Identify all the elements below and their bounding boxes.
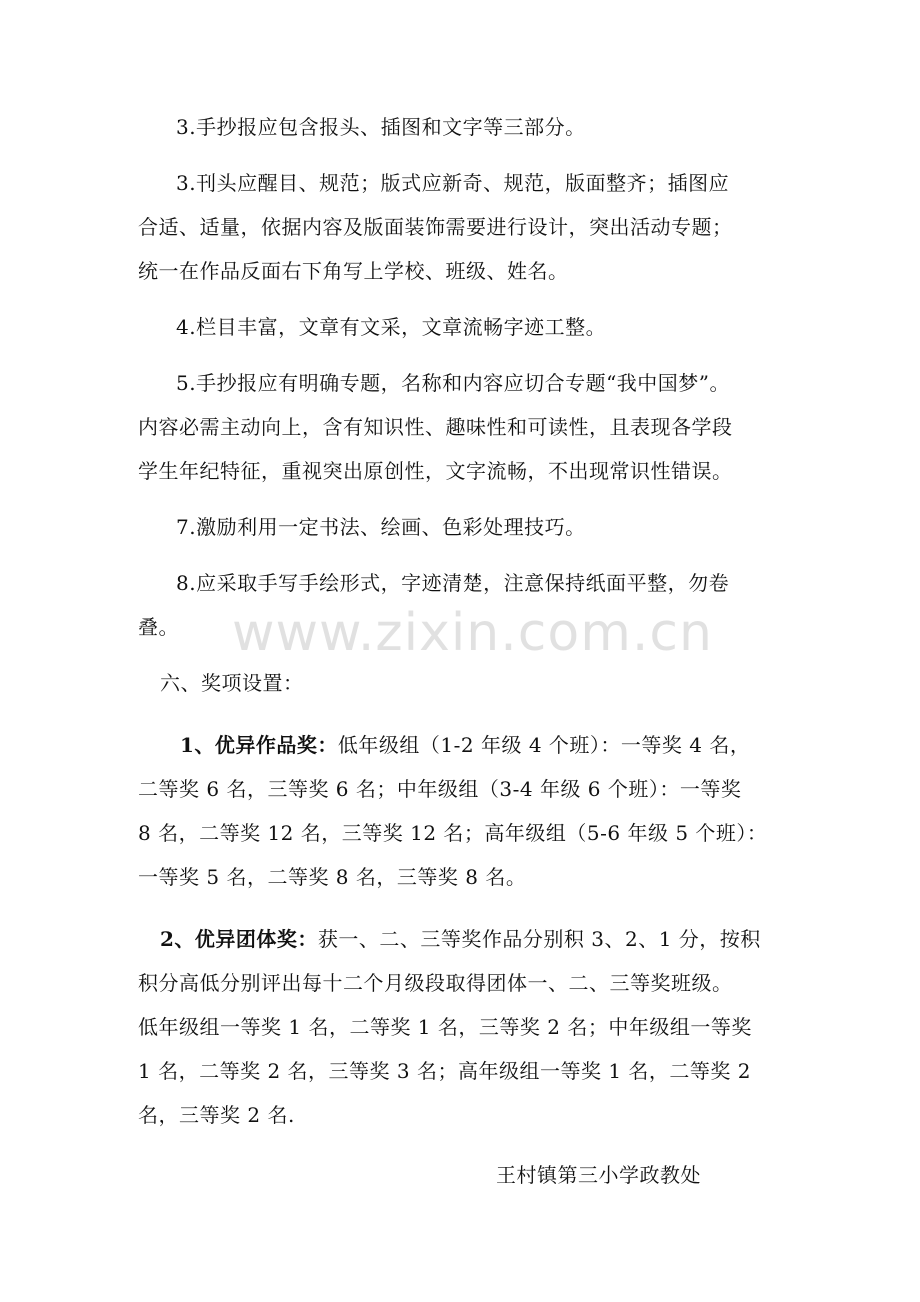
- paragraph-line: 8 名，二等奖 12 名，三等奖 12 名；高年级组（5-6 年级 5 个班）：: [138, 821, 768, 845]
- award-title-1: 1、优异作品奖：: [180, 733, 338, 757]
- paragraph-line: 3.刊头应醒目、规范；版式应新奇、规范，版面整齐；插图应: [176, 171, 730, 195]
- paragraph-line: 低年级组一等奖 1 名，二等奖 1 名，三等奖 2 名；中年级组一等奖: [138, 1015, 752, 1039]
- paragraph-line: 5.手抄报应有明确专题，名称和内容应切合专题“我中国梦”。: [176, 371, 731, 395]
- paragraph-line: 积分高低分别评出每十二个月级段取得团体一、二、三等奖班级。: [138, 971, 733, 995]
- paragraph-line: 学生年纪特征，重视突出原创性，文字流畅，不出现常识性错误。: [138, 459, 733, 483]
- paragraph-line: 8.应采取手写手绘形式，字迹清楚，注意保持纸面平整，勿卷: [176, 571, 730, 595]
- award-text: 获一、二、三等奖作品分别积 3、2、1 分，按积: [317, 927, 761, 951]
- paragraph-line: 4.栏目丰富，文章有文采，文章流畅字迹工整。: [176, 315, 607, 339]
- paragraph-line: 名，三等奖 2 名.: [138, 1103, 295, 1127]
- paragraph-line: 7.激励利用一定书法、绘画、色彩处理技巧。: [176, 515, 586, 539]
- award-title-2: 2、优异团体奖：: [160, 927, 318, 951]
- paragraph-line: 二等奖 6 名，三等奖 6 名；中年级组（3-4 年级 6 个班）：一等奖: [138, 777, 742, 801]
- paragraph-line: [180, 731, 750, 759]
- paragraph-line: 3.手抄报应包含报头、插图和文字等三部分。: [176, 115, 586, 139]
- paragraph-line: 统一在作品反面右下角写上学校、班级、姓名。: [138, 259, 569, 283]
- award-text: 低年级组（1-2 年级 4 个班）：一等奖 4 名，: [337, 733, 751, 757]
- paragraph-line: 内容必需主动向上，含有知识性、趣味性和可读性，且表现各学段: [138, 415, 733, 439]
- paragraph-line: 1 名，二等奖 2 名，三等奖 3 名；高年级组一等奖 1 名，二等奖 2: [138, 1059, 751, 1083]
- paragraph-line: [160, 925, 761, 953]
- paragraph-line: 合适、适量，依据内容及版面装饰需要进行设计，突出活动专题；: [138, 215, 733, 239]
- watermark: www.zixin.com.cn: [232, 603, 713, 663]
- signature: 王村镇第三小学政教处: [496, 1163, 701, 1187]
- paragraph-line: 一等奖 5 名，二等奖 8 名，三等奖 8 名。: [138, 865, 527, 889]
- paragraph-line: 叠。: [138, 615, 179, 639]
- section-heading: 六、奖项设置：: [160, 671, 304, 695]
